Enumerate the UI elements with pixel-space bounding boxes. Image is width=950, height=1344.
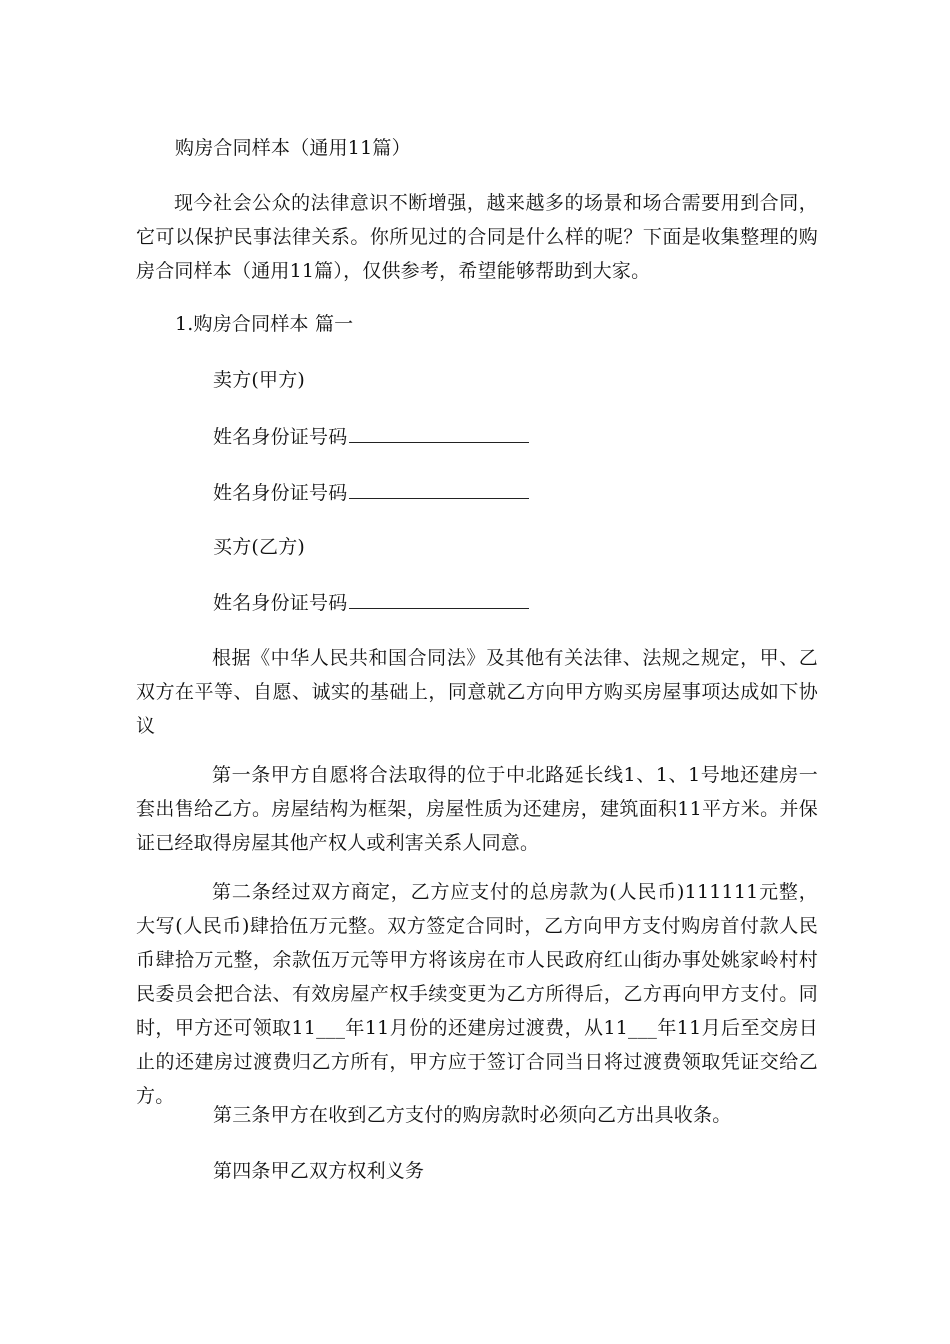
fill-in-blank (349, 424, 529, 443)
preamble-paragraph: 根据《中华人民共和国合同法》及其他有关法律、法规之规定，甲、乙双方在平等、自愿、诚实的基础上，同意就乙方向甲方购买房屋事项达成如下协议 (136, 647, 818, 737)
id-field-label: 姓名身份证号码 (213, 482, 348, 504)
article-3-paragraph: 第三条甲方在收到乙方支付的购房款时必须向乙方出具收条。 (213, 1104, 732, 1126)
seller-id-field-1 (213, 424, 529, 449)
article-4-heading: 第四条甲乙双方权利义务 (213, 1160, 425, 1182)
section-heading: 1.购房合同样本 篇一 (175, 313, 354, 335)
fill-in-blank (349, 590, 529, 609)
seller-label: 卖方(甲方) (213, 369, 306, 391)
buyer-label: 买方(乙方) (213, 536, 306, 558)
id-field-label: 姓名身份证号码 (213, 426, 348, 448)
fill-in-blank (349, 480, 529, 499)
seller-id-field-2 (213, 480, 529, 505)
id-field-label: 姓名身份证号码 (213, 592, 348, 614)
article-2-paragraph: 第二条经过双方商定，乙方应支付的总房款为(人民币)111111元整，大写(人民币)肆拾伍万元整。双方签定合同时，乙方向甲方支付购房首付款人民币肆拾万元整，余款伍万元等甲方将该房在市人民政府红山街办事处姚家岭村村民委员会把合法、有效房屋产权手续变更为乙方所得后，乙方再向甲方支付。同时，甲方还可领取11___年11月份的还建房过渡费，从11___年11月后至交房日止的还建房过渡费归乙方所有，甲方应于签订合同当日将过渡费领取凭证交给乙方。 (136, 881, 818, 1107)
document-title: 购房合同样本（通用11篇） (175, 137, 411, 159)
intro-paragraph: 现今社会公众的法律意识不断增强，越来越多的场景和场合需要用到合同，它可以保护民事法律关系。你所见过的合同是什么样的呢？下面是收集整理的购房合同样本（通用11篇），仅供参考，希望能够帮助到大家。 (136, 192, 818, 282)
buyer-id-field (213, 590, 529, 615)
article-1-paragraph: 第一条甲方自愿将合法取得的位于中北路延长线1、1、1号地还建房一套出售给乙方。房屋结构为框架，房屋性质为还建房，建筑面积11平方米。并保证已经取得房屋其他产权人或利害关系人同意。 (136, 764, 818, 854)
